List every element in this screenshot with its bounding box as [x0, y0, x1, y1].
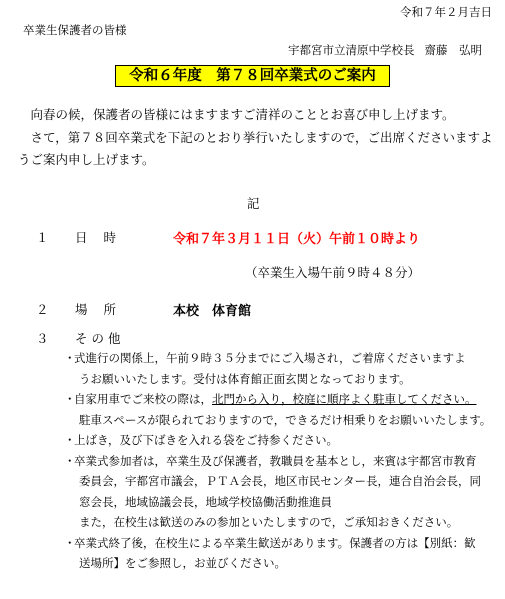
- item-number: １: [36, 230, 49, 245]
- list-item: [64, 533, 494, 574]
- item-label-place: 場所: [75, 302, 133, 317]
- note-line: 駐車スペースが限られておりますので，できるだけ相乗りをお願いいたします。: [79, 412, 492, 427]
- list-item: [64, 389, 494, 430]
- notes-list: [64, 348, 494, 574]
- list-item: [64, 430, 494, 451]
- ki-heading: 記: [247, 196, 260, 211]
- greeting-paragraph: [18, 104, 493, 126]
- recipient: 卒業生保護者の皆様: [23, 23, 127, 37]
- item-label-datetime: 日時: [75, 230, 133, 245]
- document-date: 令和７年２月吉日: [400, 5, 492, 19]
- document-title: 令和６年度 第７８回卒業式のご案内: [115, 65, 390, 87]
- ceremony-datetime: 令和７年３月１１日（火）午前１０時より: [173, 232, 421, 247]
- school-name: 宇都宮市立清原中学校長: [288, 43, 415, 57]
- invitation-paragraph: [18, 127, 493, 171]
- item-label-other: その他: [75, 331, 125, 346]
- note-line: 上ばき，及び下ばきを入れる袋をご持参ください。: [74, 433, 339, 447]
- bullet: ・: [64, 535, 76, 550]
- bullet: ・: [64, 351, 76, 365]
- greeting-text: 向春の候，保護者の皆様にはますますご清祥のこととお喜び申し上げます。: [30, 107, 455, 122]
- item-number: ３: [36, 331, 49, 346]
- bullet: ・: [64, 453, 76, 468]
- bullet: ・: [64, 433, 76, 447]
- note-line: 委員会，宇都宮市議会，ＰＴＡ会長，地区市民センター長，連合自治会長，同: [79, 474, 482, 488]
- bullet: ・: [64, 392, 76, 406]
- graduate-entry-time: （卒業生入場午前９時４８分）: [245, 265, 421, 280]
- note-line: 送場所】をご参照し，お並びください。: [79, 556, 286, 570]
- note-line: 式進行の関係上，午前９時３５分までにご入場され，ご着席くださいますよ: [74, 351, 466, 365]
- ceremony-place: 本校 体育館: [173, 304, 252, 319]
- list-item: [64, 348, 494, 389]
- note-line: また，在校生は歓送のみの参加といたしますので，ご承知おきください。: [79, 515, 459, 529]
- item-number: ２: [36, 302, 49, 317]
- note-line: 窓会長，地域協議会長，地域学校協働活動推進員: [79, 494, 332, 509]
- note-line: 卒業式参加者は，卒業生及び保護者，教職員を基本とし，来賓は宇都宮市教育: [74, 453, 477, 468]
- note-line: 卒業式終了後，在校生による卒業生歓送があります。保護者の方は【別紙：歓: [74, 535, 476, 550]
- note-line: [74, 389, 494, 410]
- invitation-text: さて，第７８回卒業式を下記のとおり挙行いたしますので，ご出席くださいますようご案内申し上げます。: [18, 130, 493, 167]
- parking-instruction: 北門から入り，校庭に順序よく駐車してください。: [212, 392, 477, 406]
- principal-name: 齋藤 弘明: [424, 43, 482, 57]
- list-item: [64, 451, 494, 533]
- sender: [288, 42, 482, 58]
- note-text: 自家用車でご来校の際は，: [74, 392, 212, 406]
- note-line: うお願いいたします。受付は体育館正面玄関となっております。: [79, 371, 411, 386]
